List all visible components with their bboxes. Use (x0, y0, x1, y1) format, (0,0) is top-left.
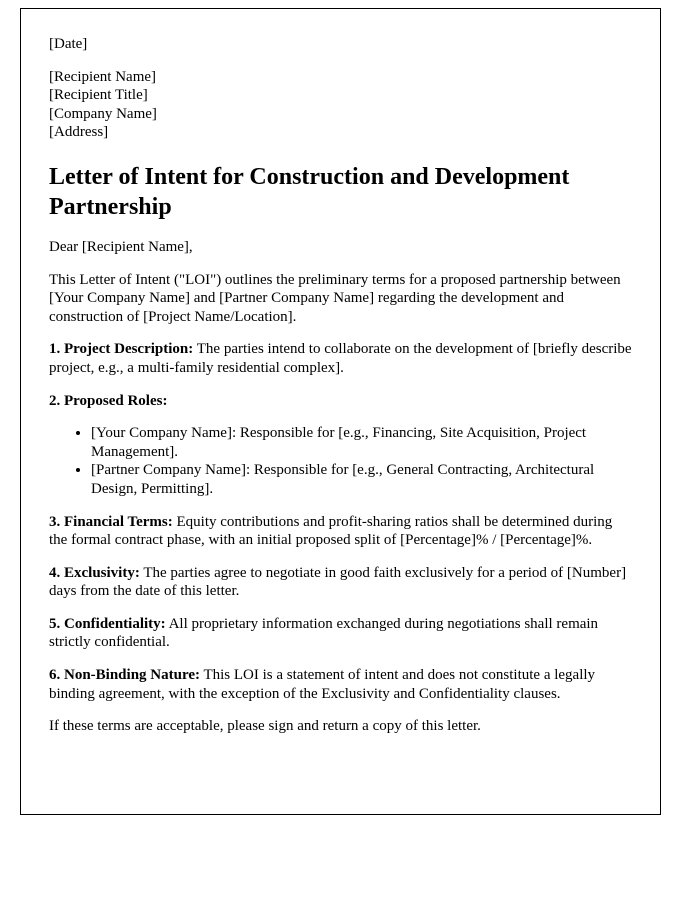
intro-paragraph: This Letter of Intent ("LOI") outlines the preliminary terms for a proposed partnership between [Your Company Name] and [Partner Company Name] regarding the development and construction of [Project Name/Location]. (49, 271, 621, 325)
section-exclusivity (49, 564, 632, 601)
section-text: This LOI is a statement of intent and does not constitute a legally binding agreement, with the exception of the Exclusivity and Confidentiality clauses. (49, 667, 596, 702)
section-project-description (49, 340, 632, 377)
section-proposed-roles (49, 392, 632, 411)
section-confidentiality (49, 615, 632, 652)
letter-document (20, 8, 661, 815)
recipient-address: [Address] (49, 124, 109, 141)
section-text: The parties agree to negotiate in good faith exclusively for a period of [Number] days from the date of this letter. (49, 564, 627, 600)
recipient-name: [Recipient Name] (49, 68, 157, 85)
section-financial-terms (49, 513, 632, 550)
section-label: 2. Proposed Roles: (49, 392, 168, 409)
list-item: • [Partner Company Name]: Responsible for [e.g., General Contracting, Architectural Design, Permitting]. (91, 461, 632, 498)
section-text: The parties intend to collaborate on the development of [briefly describe project, e.g., a multi-family residential complex]. (49, 341, 632, 376)
recipient-company: [Company Name] (49, 105, 157, 122)
section-label: 1. Project Description: (49, 341, 194, 358)
salutation: Dear [Recipient Name], (49, 238, 193, 255)
letter-title: Letter of Intent for Construction and Development Partnership (49, 163, 570, 220)
recipient-block (49, 68, 632, 142)
date-line: [Date] (49, 36, 88, 52)
section-label: 3. Financial Terms: (49, 513, 173, 530)
section-text: Equity contributions and profit-sharing ratios shall be determined during the formal contract phase, with an initial proposed split of [Percentage]% / [Percentage]%. (49, 513, 613, 549)
section-label: 4. Exclusivity: (49, 564, 140, 581)
closing-line: If these terms are acceptable, please sign and return a copy of this letter. (49, 718, 481, 735)
section-label: 6. Non-Binding Nature: (49, 667, 200, 684)
list-item: • [Your Company Name]: Responsible for [e.g., Financing, Site Acquisition, Project Management]. (91, 424, 632, 461)
section-non-binding (49, 666, 632, 703)
section-label: 5. Confidentiality: (49, 615, 166, 632)
roles-list (49, 424, 632, 498)
section-text: All proprietary information exchanged during negotiations shall remain strictly confidential. (49, 615, 599, 651)
recipient-title: [Recipient Title] (49, 87, 148, 104)
